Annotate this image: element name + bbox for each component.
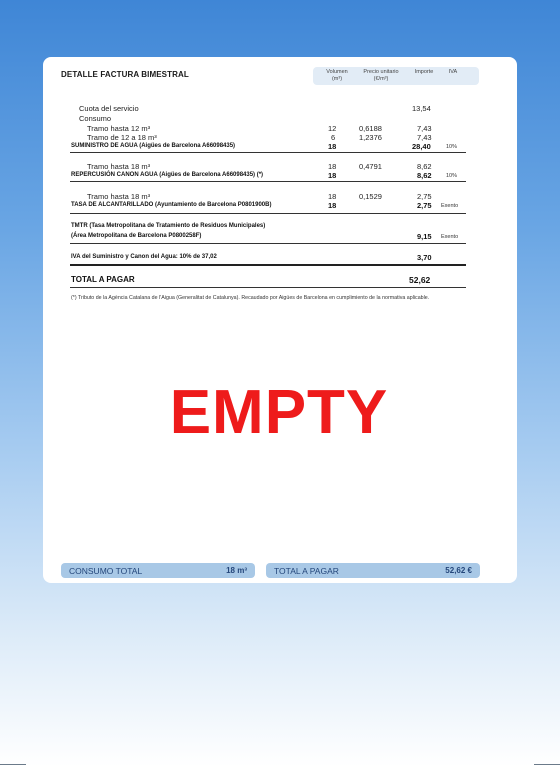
alcant-total-volumen: 18: [328, 201, 337, 210]
divider: [70, 243, 466, 244]
divider: [70, 287, 466, 288]
tmtr-line2: (Área Metropolitana de Barcelona P0800258F): [71, 233, 202, 239]
canon-total-label: REPERCUSIÓN CANON AGUA (Aigües de Barcelona A66098435) (*): [71, 172, 264, 178]
divider: [70, 264, 466, 266]
alcant-tramo-importe: 2,75: [417, 192, 432, 201]
tmtr-line1: TMTR (Tasa Metropolitana de Tratamiento de Residuos Municipales): [71, 223, 266, 229]
agua-tramo-1-volumen: 12: [328, 124, 337, 133]
agua-tramo-1-importe: 7,43: [417, 124, 432, 133]
total-pagar-pill: [266, 563, 480, 578]
column-header-iva: IVA: [448, 69, 458, 75]
agua-total-volumen: 18: [328, 142, 337, 151]
crop-mark-right: [534, 764, 560, 765]
column-header-precio: Precio unitario (€/m³): [363, 69, 399, 82]
canon-tramo-importe: 8,62: [417, 162, 432, 171]
empty-stamp: EMPTY: [169, 378, 389, 447]
agua-tramo-2-label: Tramo de 12 a 18 m³: [87, 133, 157, 142]
agua-tramo-1-precio: 0,6188: [359, 124, 382, 133]
consumo-total-pill: [61, 563, 255, 578]
invoice-title: DETALLE FACTURA BIMESTRAL: [61, 70, 189, 79]
agua-tramo-1-label: Tramo hasta 12 m³: [87, 124, 151, 133]
consumo-total-value: 18 m³: [226, 566, 247, 575]
column-header-volumen: Volumen (m³): [326, 69, 348, 82]
cuota-label: Cuota del servicio: [79, 104, 139, 113]
alcant-total-iva: Exento: [441, 203, 459, 209]
tmtr-importe: 9,15: [417, 232, 432, 241]
crop-mark-left: [0, 764, 26, 765]
canon-total-volumen: 18: [328, 171, 337, 180]
agua-tramo-2-importe: 7,43: [417, 133, 432, 142]
iva-line-label: IVA del Suministro y Canon del Agua: 10% de 37,02: [71, 254, 217, 260]
alcant-total-importe: 2,75: [417, 201, 432, 210]
footnote: (*) Tributo de la Agència Catalana de l'Aigua (Generalitat de Catalunya). Recaudado por Aigües de Barcelona en cumplimiento de la normativa aplicable.: [71, 295, 430, 301]
canon-total-importe: 8,62: [417, 171, 432, 180]
canon-tramo-label: Tramo hasta 18 m³: [87, 162, 151, 171]
consumo-total-label: CONSUMO TOTAL: [69, 566, 143, 576]
canon-tramo-precio: 0,4791: [359, 162, 382, 171]
total-label: TOTAL A PAGAR: [71, 275, 135, 284]
canon-total-iva: 10%: [446, 173, 458, 179]
agua-total-importe: 28,40: [412, 142, 431, 151]
cuota-importe: 13,54: [412, 104, 431, 113]
alcant-tramo-precio: 0,1529: [359, 192, 382, 201]
consumo-label: Consumo: [79, 114, 112, 123]
invoice-card: [43, 57, 517, 583]
total-pagar-value: 52,62 €: [445, 566, 472, 575]
agua-total-iva: 10%: [446, 144, 458, 150]
alcant-tramo-volumen: 18: [328, 192, 337, 201]
agua-tramo-2-volumen: 6: [331, 133, 336, 142]
alcant-total-label: TASA DE ALCANTARILLADO (Ayuntamiento de Barcelona P0801900B): [71, 202, 272, 208]
iva-line-importe: 3,70: [417, 253, 432, 262]
divider: [70, 181, 466, 182]
canon-tramo-volumen: 18: [328, 162, 337, 171]
alcant-tramo-label: Tramo hasta 18 m³: [87, 192, 151, 201]
agua-tramo-2-precio: 1,2376: [359, 133, 382, 142]
total-importe: 52,62: [409, 275, 431, 285]
divider: [70, 152, 466, 153]
agua-total-label: SUMINISTRO DE AGUA (Aigües de Barcelona A66098435): [71, 143, 236, 149]
total-pagar-label: TOTAL A PAGAR: [274, 566, 339, 576]
column-header-importe: Importe: [414, 69, 434, 75]
tmtr-iva: Exento: [441, 234, 459, 240]
divider: [70, 213, 466, 214]
